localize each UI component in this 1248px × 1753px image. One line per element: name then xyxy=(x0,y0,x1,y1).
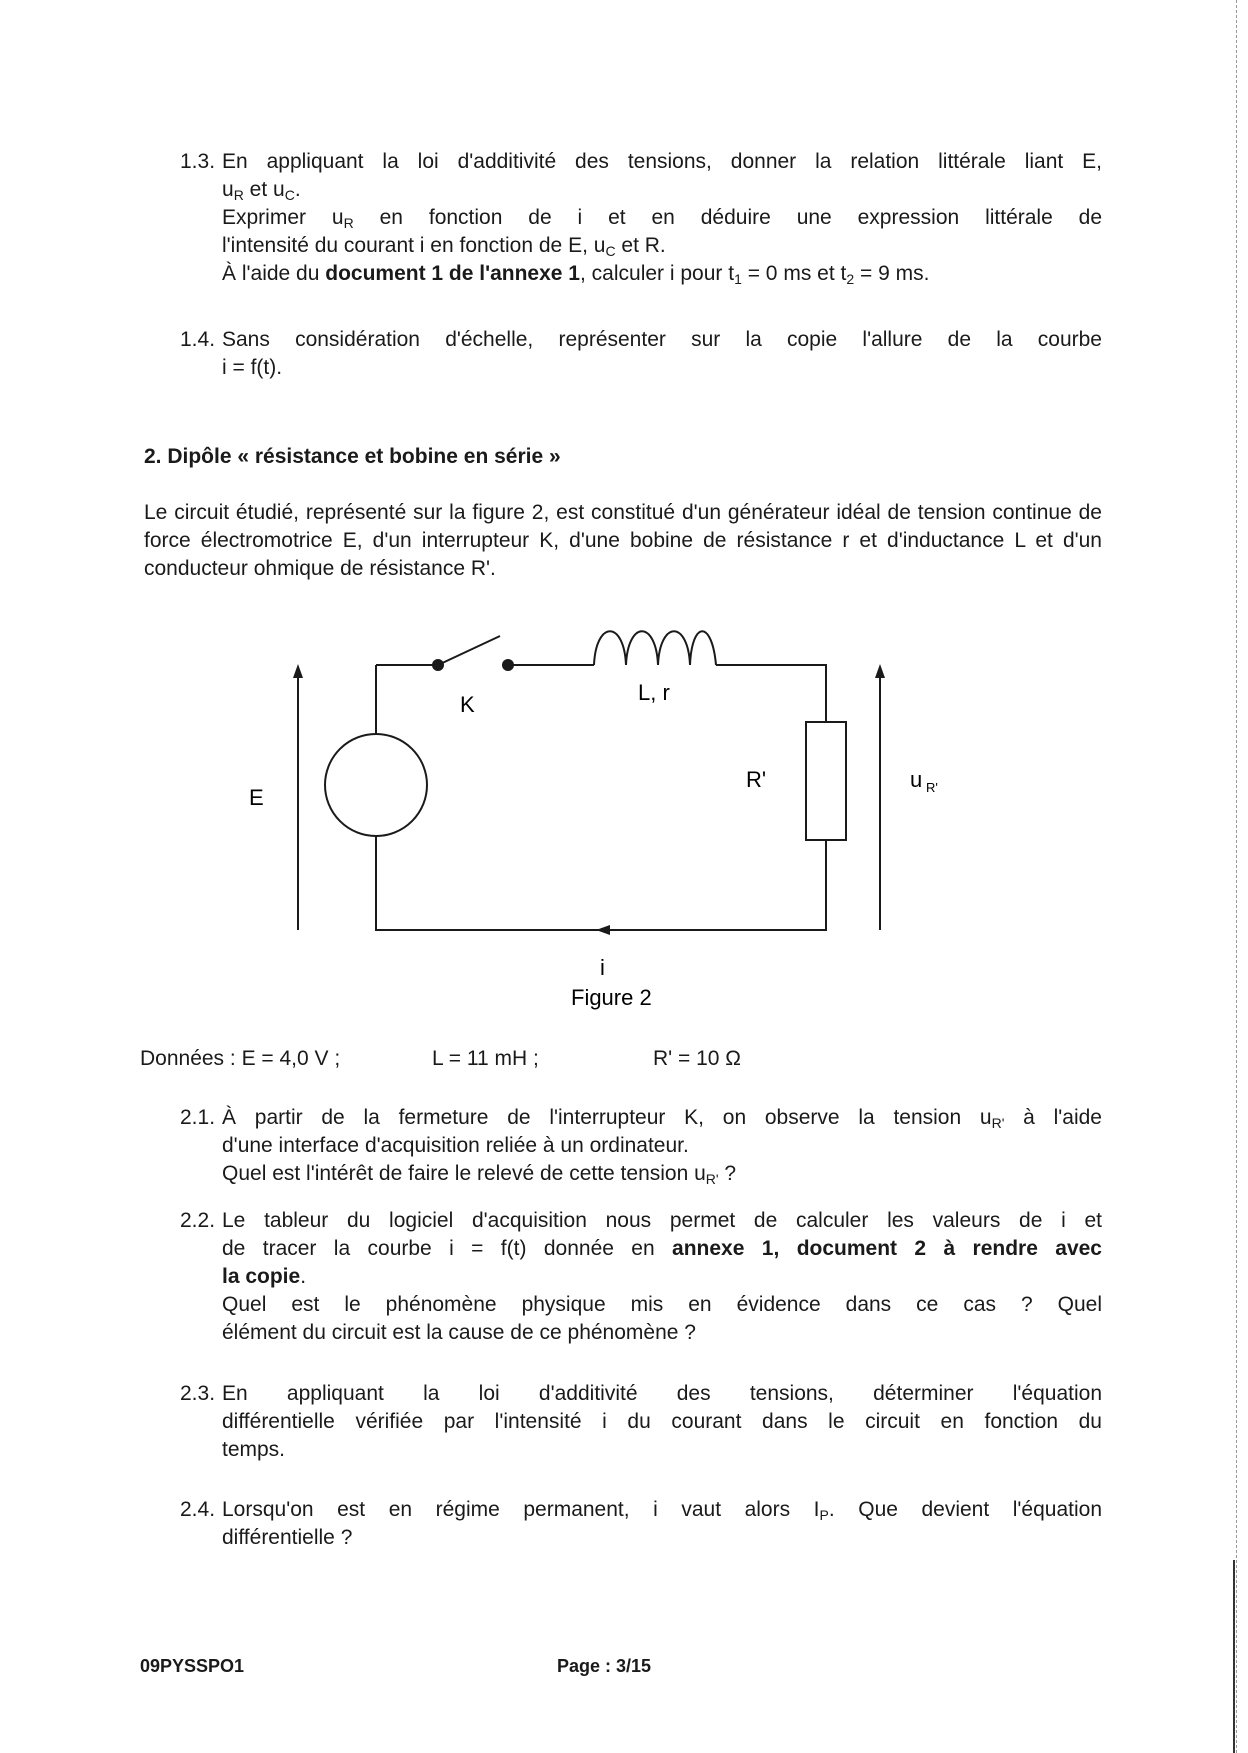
uR-arrow-head xyxy=(875,664,885,678)
q23-line3: temps. xyxy=(222,1438,286,1461)
wire-left-bottom-right xyxy=(376,665,826,930)
q23-line1: En appliquant la loi d'additivité des tensions, déterminer l'équation xyxy=(222,1382,1102,1405)
q13-line2: $u_R$ et $u_C$. xyxy=(222,178,301,203)
figure-caption: Figure 2 xyxy=(571,985,652,1010)
question-number: 1.4. xyxy=(180,328,216,351)
label-K: K xyxy=(460,692,475,717)
q23-line2: différentielle vérifiée par l'intensité i du courant dans le circuit en fonction du xyxy=(222,1410,1102,1433)
donnees-R: R' = 10 Ω xyxy=(653,1047,741,1070)
question-2-3 xyxy=(180,1380,1102,1464)
section-2-intro: Le circuit étudié, représenté sur la figure 2, est constitué d'un générateur idéal de tension continue de force électromotrice E, d'un interrupteur K, d'une bobine de résistance r et d'inductance L et d'un conducteur ohmique de résistance R'. xyxy=(144,501,1102,580)
wire-coil-to-resistor xyxy=(716,665,826,722)
question-number: 2.3. xyxy=(180,1382,216,1405)
q24-line1: Lorsqu'on est en régime permanent, i vaut alors $I_P$. Que devient l'équation xyxy=(222,1498,1102,1523)
page-edge-solid xyxy=(1233,1560,1235,1753)
question-1-4 xyxy=(180,326,1102,382)
question-2-4 xyxy=(180,1496,1102,1552)
footer-page: Page : 3/15 xyxy=(557,1656,652,1676)
donnees-L: L = 11 mH ; xyxy=(432,1047,539,1070)
q22-line1: Le tableur du logiciel d'acquisition nous permet de calculer les valeurs de i et xyxy=(222,1209,1102,1232)
q21-line2: d'une interface d'acquisition reliée à un ordinateur. xyxy=(222,1134,689,1157)
q13-line1: En appliquant la loi d'additivité des tensions, donner la relation littérale liant E, xyxy=(222,150,1102,173)
generator-circle xyxy=(325,734,427,836)
q21-line1: À partir de la fermeture de l'interrupteur K, on observe la tension $u_{R'}$ à l'aide xyxy=(222,1106,1102,1131)
question-number: 2.4. xyxy=(180,1498,216,1521)
label-Rp: R' xyxy=(746,767,767,792)
q14-line2: i = f(t). xyxy=(222,356,283,379)
question-number: 2.2. xyxy=(180,1209,216,1232)
q13-line4: l'intensité du courant i en fonction de E, $u_C$ et R. xyxy=(222,234,666,259)
q22-line3: la copie. xyxy=(222,1265,307,1288)
resistor xyxy=(806,722,846,840)
question-number: 2.1. xyxy=(180,1106,216,1129)
current-arrow-head xyxy=(596,925,610,935)
label-uR: u xyxy=(910,767,923,792)
q22-line2: de tracer la courbe i = f(t) donnée en annexe 1, document 2 à rendre avec xyxy=(222,1237,1102,1260)
q14-line1: Sans considération d'échelle, représenter sur la copie l'allure de la courbe xyxy=(222,328,1102,351)
label-i: i xyxy=(600,955,605,980)
q22-line5: élément du circuit est la cause de ce phénomène ? xyxy=(222,1321,696,1344)
switch-contact-left xyxy=(432,659,444,671)
coil xyxy=(594,631,716,665)
question-2-2 xyxy=(180,1207,1102,1347)
q13-line3: Exprimer $u_R$ en fonction de i et en déduire une expression littérale de xyxy=(222,206,1103,231)
label-E: E xyxy=(249,785,264,810)
footer-code: 09PYSSPO1 xyxy=(140,1656,245,1676)
question-1-3 xyxy=(180,148,1102,288)
label-Lr: L, r xyxy=(638,680,670,705)
q13-line5: À l'aide du document 1 de l'annexe 1, calculer i pour $t_1 = 0$ ms et $t_2 = 9$ ms. xyxy=(222,262,930,287)
question-number: 1.3. xyxy=(180,150,216,173)
q21-line3: Quel est l'intérêt de faire le relevé de cette tension $u_{R'}$ ? xyxy=(222,1162,737,1187)
switch-blade xyxy=(438,636,500,665)
section-2-heading: 2. Dipôle « résistance et bobine en série » xyxy=(144,445,561,468)
donnees-label: Données : E = 4,0 V ; xyxy=(140,1047,341,1070)
label-uR-sub: R' xyxy=(926,780,938,795)
switch-contact-right xyxy=(502,659,514,671)
circuit-figure xyxy=(0,600,1248,1020)
q22-line4: Quel est le phénomène physique mis en évidence dans ce cas ? Quel xyxy=(222,1293,1102,1316)
question-2-1 xyxy=(180,1104,1102,1188)
q24-line2: différentielle ? xyxy=(222,1526,353,1549)
E-arrow-head xyxy=(293,664,303,678)
